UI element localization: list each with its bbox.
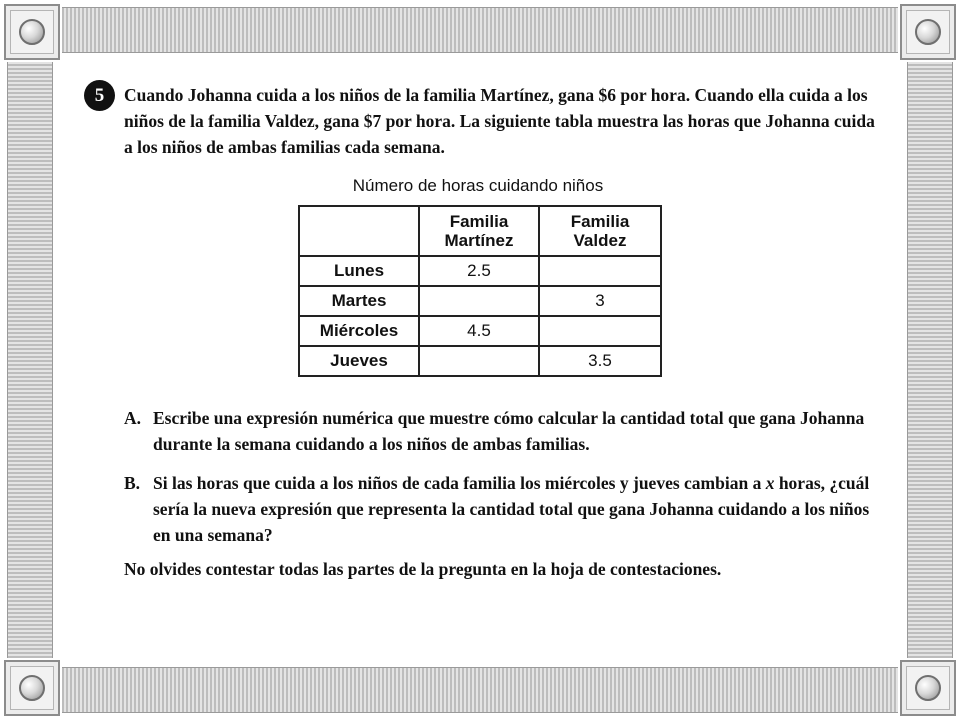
part-b-text [153,470,888,548]
answer-reminder: No olvides contestar todas las partes de la pregunta en la hoja de contestaciones. [124,559,722,579]
table-cell-day: Jueves [299,346,419,376]
frame-corner-top-left [4,4,60,60]
part-a [124,405,888,457]
table-cell-day: Lunes [299,256,419,286]
question-number-badge: 5 [84,80,115,111]
table-cell-day: Miércoles [299,316,419,346]
frame-corner-bottom-left [4,660,60,716]
hours-table [298,205,662,377]
table-cell-day: Martes [299,286,419,316]
table-row [299,316,661,346]
table-cell-valdez [539,316,661,346]
rivet-icon [915,19,941,45]
part-b [124,470,888,548]
part-b-variable: x [765,473,775,493]
table-row [299,256,661,286]
part-a-text: Escribe una expresión numérica que muestre cómo calcular la cantidad total que gana Johanna durante la semana cuidando a los niños de ambas familias. [153,408,865,454]
part-b-text-after: horas, ¿cuál sería la nueva expresión que representa la cantidad total que gana Johanna cuidando a los niños en una semana? [153,473,870,545]
table-cell-valdez [539,256,661,286]
table-cell-valdez: 3.5 [539,346,661,376]
rivet-icon [915,675,941,701]
rivet-icon [19,675,45,701]
table-row [299,346,661,376]
table-header-empty [299,206,419,256]
part-b-letter: B. [124,473,141,493]
frame-left-border [7,62,53,658]
table-header-martinez: Familia Martínez [419,206,539,256]
frame-right-border [907,62,953,658]
rivet-icon [19,19,45,45]
frame-corner-top-right [900,4,956,60]
table-cell-valdez: 3 [539,286,661,316]
frame-bottom-border [62,667,898,713]
frame-corner-bottom-right [900,660,956,716]
part-b-text-before: Si las horas que cuida a los niños de cada familia los miércoles y jueves cambian a [153,473,766,493]
table-row [299,286,661,316]
table-title: Número de horas cuidando niños [352,176,604,195]
table-header-row [299,206,661,256]
question-prompt: Cuando Johanna cuida a los niños de la familia Martínez, gana $6 por hora. Cuando ella cuida a los niños de la familia Valdez, gana $7 por hora. La siguiente tabla muestra las horas que Johanna cuida a los niños de ambas familias cada semana. [124,85,875,157]
table-cell-martinez: 4.5 [419,316,539,346]
table-cell-martinez [419,286,539,316]
table-cell-martinez [419,346,539,376]
part-a-letter: A. [124,408,142,428]
table-header-valdez: Familia Valdez [539,206,661,256]
table-cell-martinez: 2.5 [419,256,539,286]
frame-top-border [62,7,898,53]
